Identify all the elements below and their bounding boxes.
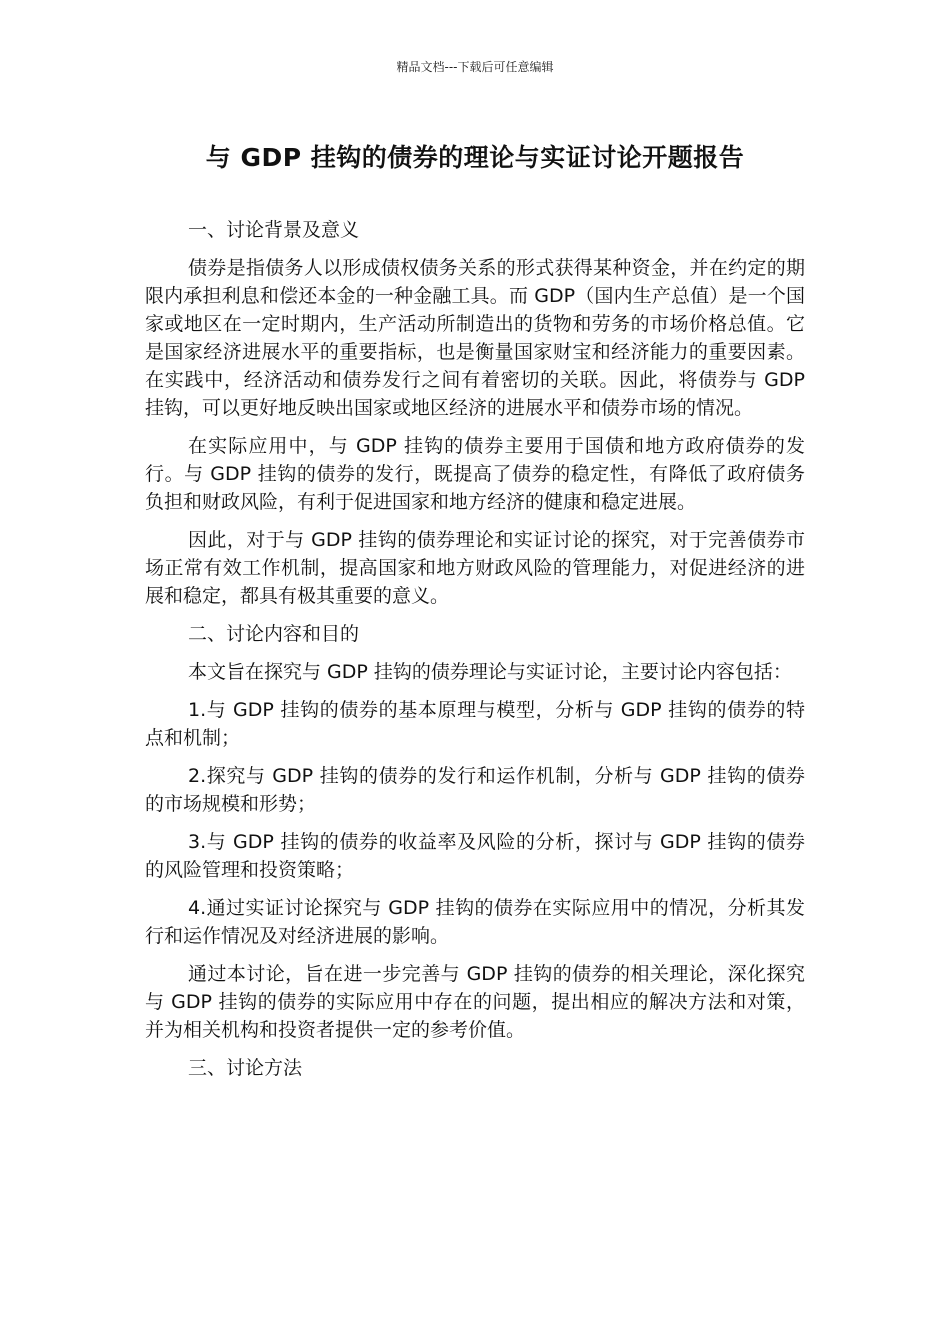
- document-title: 与 GDP 挂钩的债券的理论与实证讨论开题报告: [205, 143, 745, 172]
- list-item-4: 4.通过实证讨论探究与 GDP 挂钩的债券在实际应用中的情况，分析其发行和运作情况及对经济进展的影响。: [145, 897, 805, 947]
- paragraph-application: 在实际应用中，与 GDP 挂钩的债券主要用于国债和地方政府债券的发行。与 GDP 挂钩的债券的发行，既提高了债券的稳定性，有降低了政府债务负担和财政风险，有利于促进国家和地方经济的健康和稳定进展。: [145, 435, 805, 513]
- paragraph-goal: 通过本讨论，旨在进一步完善与 GDP 挂钩的债券的相关理论，深化探究与 GDP 挂钩的债券的实际应用中存在的问题，提出相应的解决方法和对策，并为相关机构和投资者提供一定的参考价值。: [145, 963, 805, 1041]
- paragraph-bond-definition: 债券是指债务人以形成债权债务关系的形式获得某种资金，并在约定的期限内承担利息和偿还本金的一种金融工具。而 GDP（国内生产总值）是一个国家或地区在一定时期内，生产活动所制造出的货物和劳务的市场价格总值。它是国家经济进展水平的重要指标，也是衡量国家财宝和经济能力的重要因素。在实践中，经济活动和债券发行之间有着密切的关联。因此，将债券与 GDP 挂钩，可以更好地反映出国家或地区经济的进展水平和债券市场的情况。: [145, 257, 805, 419]
- list-item-1: 1.与 GDP 挂钩的债券的基本原理与模型，分析与 GDP 挂钩的债券的特点和机制；: [145, 699, 805, 749]
- paragraph-significance: 因此，对于与 GDP 挂钩的债券理论和实证讨论的探究，对于完善债券市场正常有效工作机制，提高国家和地方财政风险的管理能力，对促进经济的进展和稳定，都具有极其重要的意义。: [145, 529, 805, 607]
- section-heading-background: 一、讨论背景及意义: [188, 219, 360, 241]
- section-heading-content: 二、讨论内容和目的: [188, 623, 360, 645]
- paragraph-content-intro: 本文旨在探究与 GDP 挂钩的债券理论与实证讨论，主要讨论内容包括：: [188, 661, 792, 683]
- list-item-3: 3.与 GDP 挂钩的债券的收益率及风险的分析，探讨与 GDP 挂钩的债券的风险管理和投资策略；: [145, 831, 805, 881]
- list-item-2: 2.探究与 GDP 挂钩的债券的发行和运作机制，分析与 GDP 挂钩的债券的市场规模和形势；: [145, 765, 805, 815]
- section-heading-method: 三、讨论方法: [188, 1057, 303, 1079]
- header-note: 精品文档---下载后可任意编辑: [396, 60, 554, 74]
- document-body: [145, 216, 805, 1092]
